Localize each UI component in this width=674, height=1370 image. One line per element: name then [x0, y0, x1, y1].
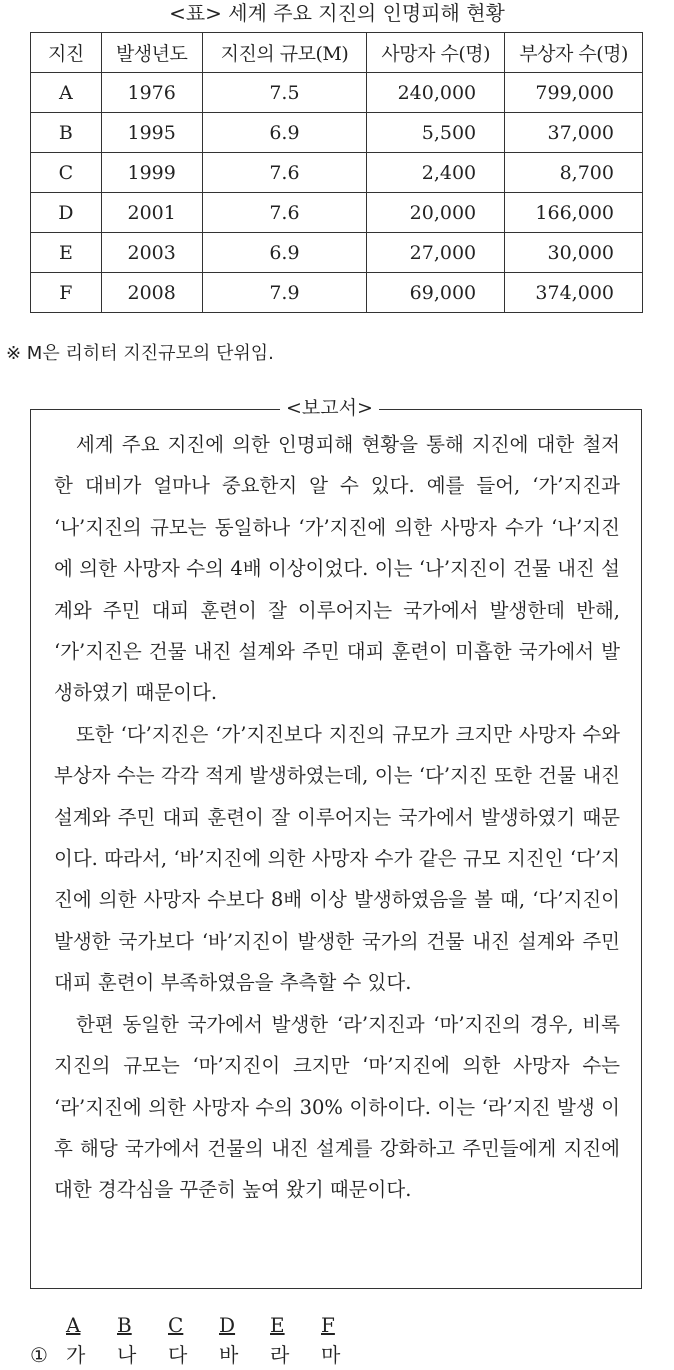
report-paragraph: 또한 ‘다’지진은 ‘가’지진보다 지진의 규모가 크지만 사망자 수와 부상자 수는 각각 적게 발생하였는데, 이는 ‘다’지진 또한 건물 내진 설계와 주민 대피 훈련이 잘 이루어지는 국가에서 발생하였기 때문이다. 따라서, ‘바’지진에 의한 사망자 수가 같은 규모 지진인 ‘다’지진에 의한 사망자 수보다 8배 이상 발생하였음을 볼 때, ‘다’지진이 발생한 국가보다 ‘바’지진이 발생한 국가의 건물 내진 설계와 주민 대피 훈련이 부족하였음을 추측할 수 있다. [54, 722, 620, 995]
option-value: 라 [270, 1343, 290, 1367]
cell-magnitude: 6.9 [202, 113, 367, 153]
cell-injuries: 799,000 [505, 73, 643, 113]
cell-earthquake: C [31, 153, 102, 193]
cell-year: 2003 [101, 233, 202, 273]
earthquake-table [30, 32, 643, 313]
cell-earthquake: F [31, 273, 102, 313]
option-value: 마 [321, 1343, 341, 1367]
table-row [31, 233, 643, 273]
answer-header: F [321, 1313, 335, 1337]
answer-choices [30, 1310, 372, 1370]
report-body [54, 424, 620, 1211]
cell-deaths: 240,000 [367, 73, 505, 113]
table-row [31, 73, 643, 113]
cell-earthquake: D [31, 193, 102, 233]
cell-deaths: 2,400 [367, 153, 505, 193]
answer-header: C [168, 1313, 184, 1337]
cell-deaths: 69,000 [367, 273, 505, 313]
table-row [31, 273, 643, 313]
cell-injuries: 8,700 [505, 153, 643, 193]
report-title: <보고서> [280, 396, 379, 420]
cell-magnitude: 7.6 [202, 193, 367, 233]
cell-injuries: 30,000 [505, 233, 643, 273]
cell-year: 2001 [101, 193, 202, 233]
cell-magnitude: 7.5 [202, 73, 367, 113]
table-caption: <표> 세계 주요 지진의 인명피해 현황 [169, 1, 505, 25]
cell-earthquake: E [31, 233, 102, 273]
cell-injuries: 166,000 [505, 193, 643, 233]
header-magnitude: 지진의 규모(M) [202, 33, 367, 73]
cell-injuries: 37,000 [505, 113, 643, 153]
cell-earthquake: B [31, 113, 102, 153]
report-paragraph: 한편 동일한 국가에서 발생한 ‘라’지진과 ‘마’지진의 경우, 비록 지진의 규모는 ‘마’지진이 크지만 ‘마’지진에 의한 사망자 수는 ‘라’지진에 의한 사망자 수의 30% 이하이다. 이는 ‘라’지진 발생 이후 해당 국가에서 건물의 내진 설계를 강화하고 주민들에게 지진에 대한 경각심을 꾸준히 높여 왔기 때문이다. [54, 1012, 620, 1202]
answer-header: E [270, 1313, 285, 1337]
cell-year: 1995 [101, 113, 202, 153]
answer-header: B [117, 1313, 132, 1337]
answer-header: D [219, 1313, 236, 1337]
cell-earthquake: A [31, 73, 102, 113]
answer-header: A [66, 1313, 81, 1337]
table-row [31, 113, 643, 153]
cell-deaths: 20,000 [367, 193, 505, 233]
option-number: ① [30, 1343, 48, 1367]
header-year: 발생년도 [101, 33, 202, 73]
answer-header-row [30, 1310, 372, 1340]
cell-deaths: 5,500 [367, 113, 505, 153]
cell-year: 1999 [101, 153, 202, 193]
cell-magnitude: 7.6 [202, 153, 367, 193]
table-row [31, 193, 643, 233]
option-value: 바 [219, 1343, 239, 1367]
table-header-row [31, 33, 643, 73]
option-value: 나 [117, 1343, 137, 1367]
cell-deaths: 27,000 [367, 233, 505, 273]
cell-injuries: 374,000 [505, 273, 643, 313]
cell-year: 2008 [101, 273, 202, 313]
header-injuries: 부상자 수(명) [505, 33, 643, 73]
report-paragraph: 세계 주요 지진에 의한 인명피해 현황을 통해 지진에 대한 철저한 대비가 얼마나 중요한지 알 수 있다. 예를 들어, ‘가’지진과 ‘나’지진의 규모는 동일하나 ‘가’지진에 의한 사망자 수가 ‘나’지진에 의한 사망자 수의 4배 이상이었다. 이는 ‘나’지진이 건물 내진 설계와 주민 대피 훈련이 잘 이루어지는 국가에서 발생한데 반해, ‘가’지진은 건물 내진 설계와 주민 대피 훈련이 미흡한 국가에서 발생하였기 때문이다. [54, 433, 620, 705]
footnote: ※ M은 리히터 지진규모의 단위임. [6, 343, 274, 364]
header-earthquake: 지진 [31, 33, 102, 73]
table-row [31, 153, 643, 193]
option-value: 다 [168, 1343, 188, 1367]
cell-magnitude: 7.9 [202, 273, 367, 313]
answer-option-1[interactable] [30, 1340, 372, 1370]
header-deaths: 사망자 수(명) [367, 33, 505, 73]
cell-year: 1976 [101, 73, 202, 113]
cell-magnitude: 6.9 [202, 233, 367, 273]
option-value: 가 [66, 1343, 86, 1367]
